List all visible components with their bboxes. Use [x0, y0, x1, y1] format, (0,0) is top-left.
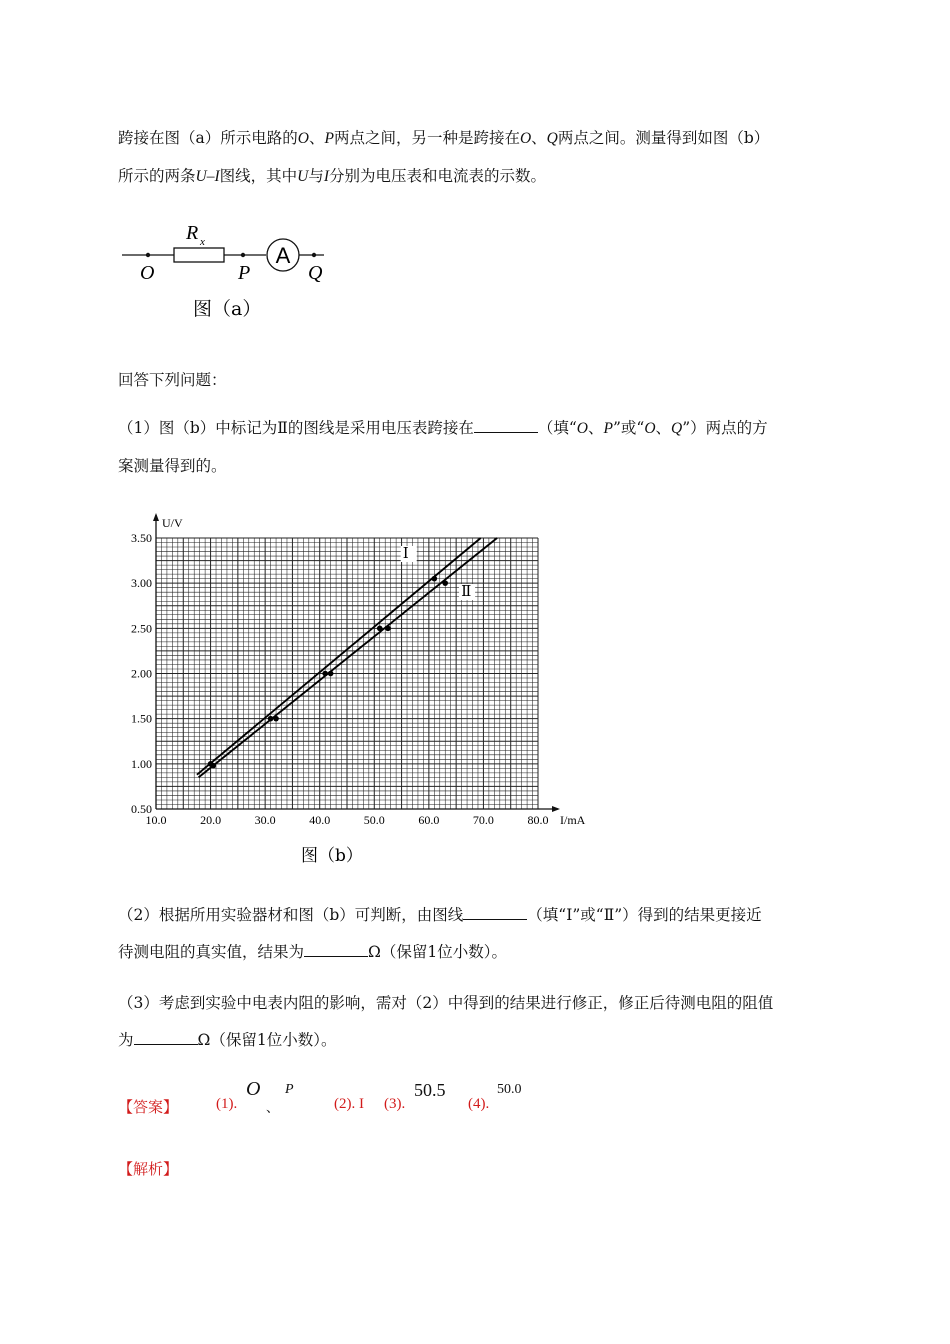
answer-blank-1[interactable] [474, 420, 538, 433]
y-tick-label: 2.00 [131, 666, 152, 681]
x-tick-label: 80.0 [527, 813, 549, 827]
node-q-label: Q [308, 262, 323, 284]
circuit-diagram [118, 215, 348, 325]
x-tick-label: 40.0 [309, 813, 331, 827]
resistor-label: R [186, 222, 199, 244]
x-tick-label: 50.0 [363, 813, 385, 827]
x-axis-arrow [552, 806, 560, 812]
question-1-line-2: 案测量得到的。 [118, 457, 227, 475]
node-q-dot [312, 253, 316, 257]
answer-blank-2[interactable] [463, 907, 527, 920]
data-point [385, 626, 391, 632]
x-tick-label: 20.0 [200, 813, 222, 827]
intro-line-2: 所示的两条U–I图线，其中U与I分别为电压表和电流表的示数。 [118, 167, 547, 185]
answer-4-value: 50.0 [497, 1082, 522, 1097]
ammeter-label: A [275, 243, 291, 268]
resistor-subscript: x [200, 236, 205, 248]
node-o-dot [146, 253, 150, 257]
answer-num-2: (2). I [334, 1096, 364, 1112]
ui-chart [110, 505, 630, 875]
answer-label: 【答案】 [118, 1098, 179, 1116]
x-tick-label: 30.0 [254, 813, 276, 827]
chart-x-label: I/mA [560, 813, 586, 827]
data-point [432, 576, 438, 582]
node-p-label: P [238, 262, 251, 284]
node-p-dot [241, 253, 245, 257]
resistor-rx [174, 248, 224, 262]
y-tick-label: 3.50 [131, 531, 152, 545]
data-point [442, 580, 448, 586]
answer-num-4: (4). [468, 1096, 490, 1112]
chart-y-label: U/V [162, 516, 183, 530]
series-label: Ⅱ [461, 582, 472, 600]
figure-b-caption: 图（b） [301, 846, 363, 866]
y-tick-label: 0.50 [131, 802, 152, 816]
question-2-line-1: （2）根据所用实验器材和图（b）可判断，由图线 （填“Ⅰ”或“Ⅱ”）得到的结果更接近 [118, 906, 762, 924]
data-point [328, 671, 334, 677]
answer-blank-3[interactable] [304, 944, 368, 957]
y-tick-label: 1.50 [131, 711, 152, 726]
data-point [211, 763, 217, 769]
answer-3-value: 50.5 [414, 1080, 446, 1100]
y-tick-label: 1.00 [131, 756, 152, 771]
x-tick-label: 10.0 [145, 813, 167, 827]
answer-1-sep: 、 [266, 1101, 280, 1116]
figure-a-caption: 图（a） [193, 298, 262, 320]
analysis-label: 【解析】 [118, 1160, 179, 1178]
intro-line-1: 跨接在图（a）所示电路的O、P两点之间，另一种是跨接在O、Q两点之间。测量得到如图（b） [118, 129, 770, 147]
y-axis-arrow [153, 513, 159, 521]
question-2-line-2: 待测电阻的真实值，结果为 Ω（保留1位小数）。 [118, 943, 507, 961]
prompt-text: 回答下列问题： [118, 371, 227, 389]
data-point [273, 716, 279, 722]
y-tick-label: 2.50 [131, 621, 152, 636]
series-line-1 [197, 538, 481, 775]
node-o-label: O [140, 262, 155, 284]
question-3-line-2: 为 Ω（保留1位小数）。 [118, 1031, 337, 1049]
chart-ticks [131, 531, 549, 827]
answer-1-o: O [246, 1078, 261, 1100]
x-tick-label: 60.0 [418, 813, 440, 827]
y-tick-label: 3.00 [131, 576, 152, 591]
question-3-line-1: （3）考虑到实验中电表内阻的影响，需对（2）中得到的结果进行修正，修正后待测电阻的阻值 [118, 994, 774, 1012]
question-1-line-1: （1）图（b）中标记为Ⅱ的图线是采用电压表跨接在 （填“O、P”或“O、Q”）两点的方 [118, 419, 768, 437]
answer-1-p: P [285, 1082, 294, 1097]
series-label: Ⅰ [402, 544, 409, 562]
answer-num-1: (1). [216, 1096, 238, 1112]
answer-num-3: (3). [384, 1096, 406, 1112]
answer-blank-4[interactable] [134, 1032, 198, 1045]
x-tick-label: 70.0 [472, 813, 494, 827]
